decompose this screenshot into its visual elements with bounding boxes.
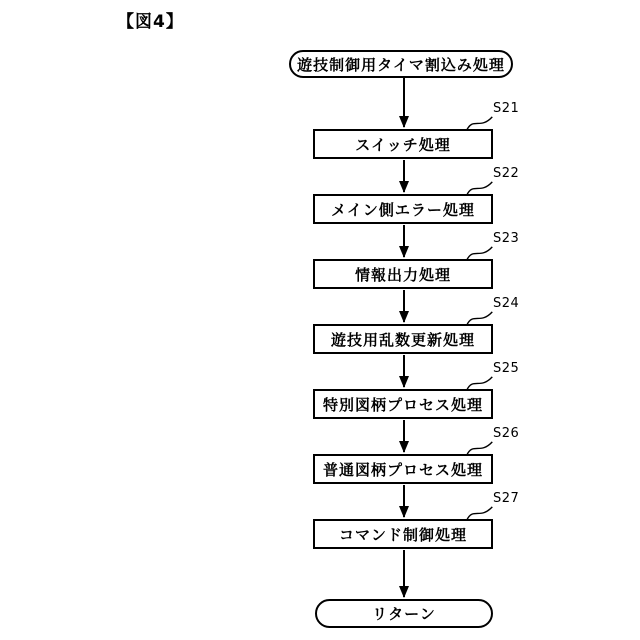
process-box-s22 <box>313 194 493 224</box>
process-box-s25 <box>313 389 493 419</box>
process-box-s24 <box>313 324 493 354</box>
end-terminal <box>315 599 493 628</box>
leader-squiggle-icon <box>466 179 494 196</box>
step-id: S27 <box>493 491 520 506</box>
step-tag-s27 <box>464 491 528 521</box>
start-terminal <box>289 50 513 78</box>
process-label: 普通図柄プロセス処理 <box>322 460 483 479</box>
step-tag-s23 <box>464 231 528 261</box>
leader-squiggle-icon <box>466 309 494 326</box>
leader-squiggle-icon <box>466 114 494 131</box>
figure-label: 【図4】 <box>117 12 184 32</box>
process-label: 情報出力処理 <box>354 265 451 284</box>
step-id: S21 <box>493 101 520 116</box>
step-id: S25 <box>493 361 520 376</box>
process-box-s21 <box>313 129 493 159</box>
leader-squiggle-icon <box>466 374 494 391</box>
process-box-s23 <box>313 259 493 289</box>
step-tag-s22 <box>464 166 528 196</box>
start-terminal-label: 遊技制御用タイマ割込み処理 <box>297 55 505 74</box>
leader-squiggle-icon <box>466 439 494 456</box>
step-tag-s24 <box>464 296 528 326</box>
step-id: S23 <box>493 231 520 246</box>
step-id: S22 <box>493 166 520 181</box>
process-label: スイッチ処理 <box>355 135 451 154</box>
process-box-s26 <box>313 454 493 484</box>
process-label: メイン側エラー処理 <box>331 200 475 219</box>
leader-squiggle-icon <box>466 244 494 261</box>
step-id: S26 <box>493 426 520 441</box>
step-tag-s26 <box>464 426 528 456</box>
step-tag-s21 <box>464 101 528 131</box>
step-tag-s25 <box>464 361 528 391</box>
leader-squiggle-icon <box>466 504 494 521</box>
end-terminal-label: リターン <box>372 605 436 623</box>
step-id: S24 <box>493 296 520 311</box>
process-label: コマンド制御処理 <box>338 525 467 544</box>
process-label: 遊技用乱数更新処理 <box>330 330 475 349</box>
process-label: 特別図柄プロセス処理 <box>322 395 483 414</box>
process-box-s27 <box>313 519 493 549</box>
